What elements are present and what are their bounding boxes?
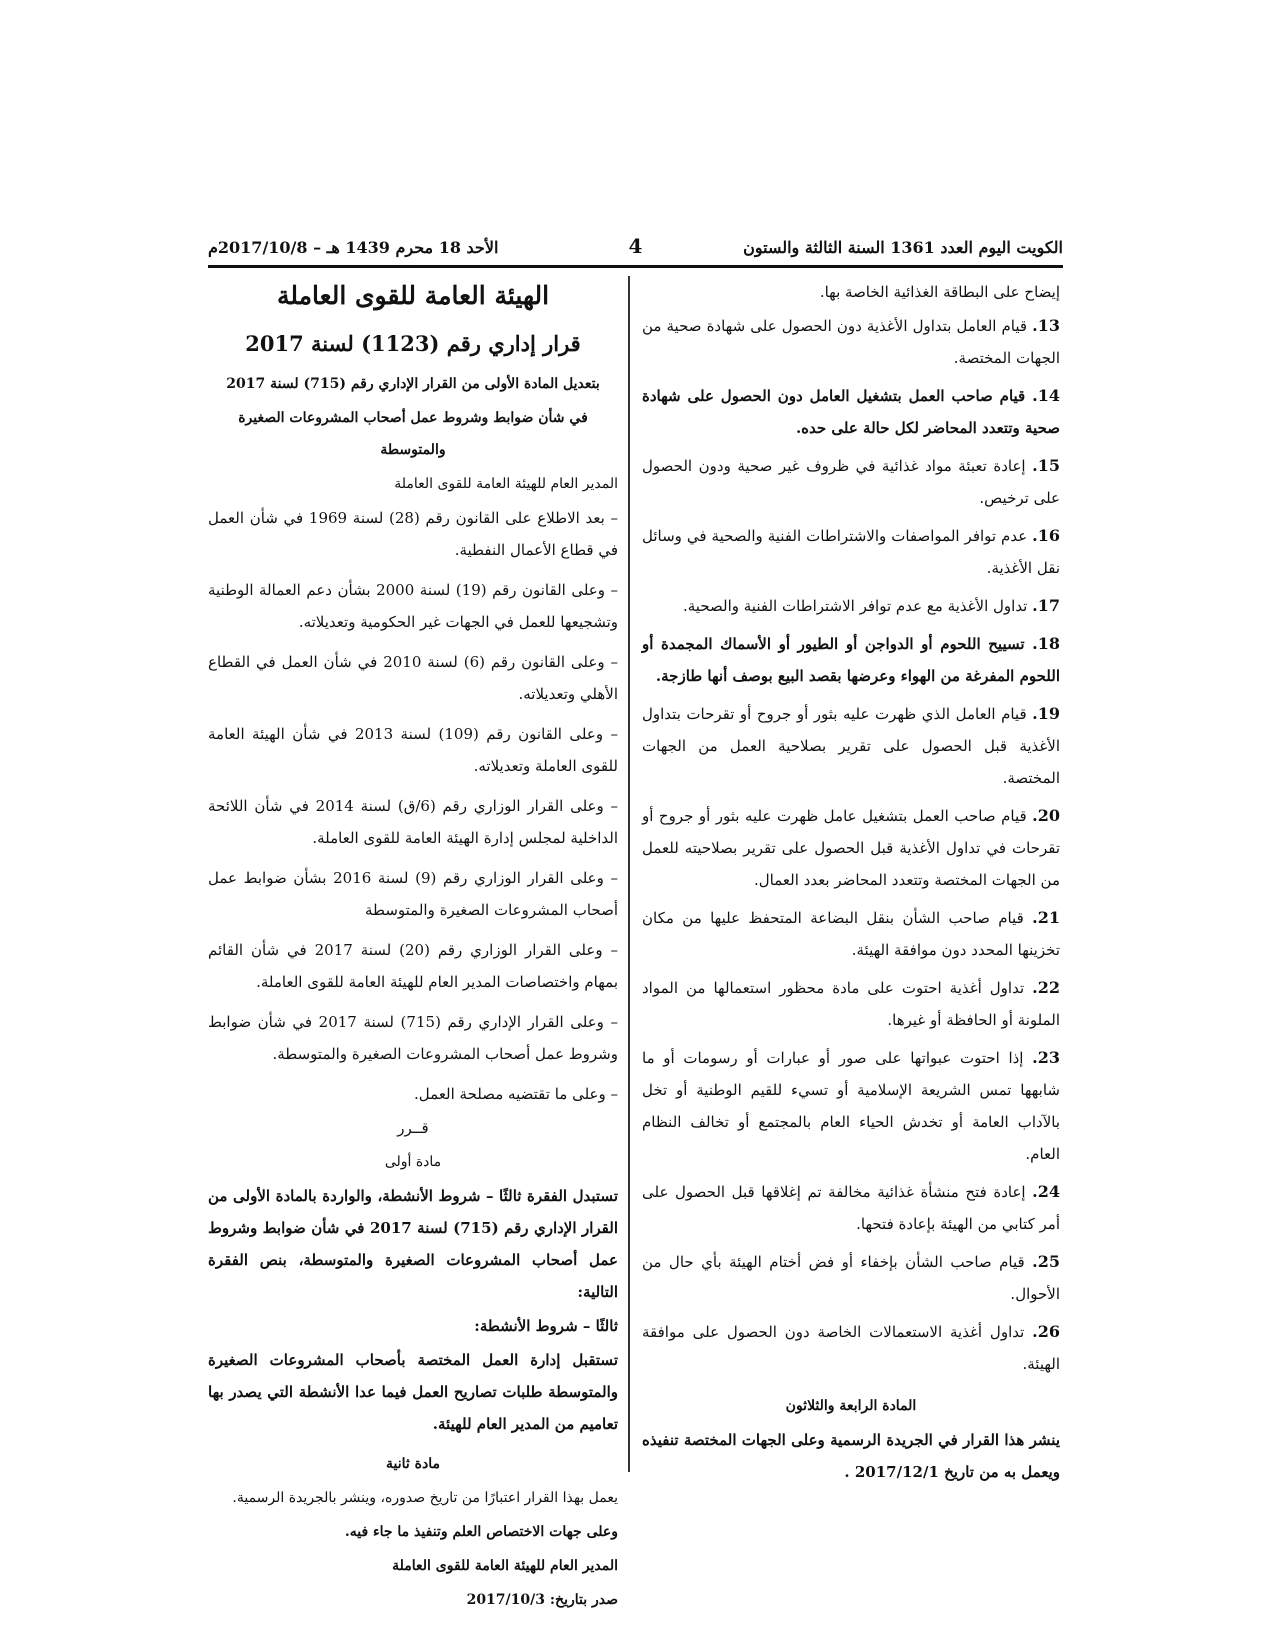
decided-heading: قــرر — [397, 1119, 429, 1137]
article-text: تستبدل الفقرة ثالثًا – شروط الأنشطة، والواردة بالمادة الأولى من القرار الإداري رقم (715) لسنة 2017 في شأن ضوابط وشروط عمل أصحاب المشروعات الصغيرة والمتوسطة، بنص الفقرة التالية: — [208, 1187, 619, 1301]
item-number: 18. — [1032, 634, 1060, 653]
left-column — [208, 276, 618, 1618]
article-text: وعلى جهات الاختصاص العلم وتنفيذ ما جاء فيه. — [344, 1524, 618, 1540]
continuation-text: إيضاح على البطاقة الغذائية الخاصة بها. — [819, 283, 1060, 301]
clause-heading: ثالثًا – شروط الأنشطة: — [474, 1317, 618, 1335]
page-header — [208, 234, 1063, 264]
right-column — [642, 276, 1060, 1490]
item-number: 25. — [1032, 1252, 1060, 1271]
item-number: 19. — [1032, 704, 1060, 723]
clause-text: تستقبل إدارة العمل المختصة بأصحاب المشروعات الصغيرة والمتوسطة طلبات تصاريح العمل فيما عدا الأنشطة التي يصدر بها تعاميم من المدير العام للهيئة. — [208, 1351, 618, 1433]
preamble-item: – بعد الاطلاع على القانون رقم (28) لسنة 1969 في شأن العمل في قطاع الأعمال النفطية. — [208, 509, 618, 559]
preamble-item: – وعلى القرار الوزاري رقم (20) لسنة 2017 في شأن القائم بمهام واختصاصات المدير العام للهيئة العامة للقوى العاملة. — [208, 941, 618, 991]
item-number: 22. — [1032, 978, 1060, 997]
list-item — [642, 902, 1060, 966]
item-text: قيام العامل بتداول الأغذية دون الحصول على شهادة صحية من الجهات المختصة. — [642, 317, 1060, 367]
list-item — [642, 1042, 1060, 1170]
list-item — [642, 1246, 1060, 1310]
item-number: 20. — [1032, 806, 1060, 825]
header-divider — [208, 265, 1063, 268]
list-item — [642, 450, 1060, 514]
list-item — [642, 380, 1060, 444]
list-item — [642, 590, 1060, 622]
page-number: 4 — [628, 234, 643, 258]
article-text: ينشر هذا القرار في الجريدة الرسمية وعلى الجهات المختصة تنفيذه ويعمل به من تاريخ 2017/12/1 . — [642, 1431, 1060, 1481]
preamble-item: – وعلى ما تقتضيه مصلحة العمل. — [414, 1085, 618, 1103]
decision-title: قرار إداري رقم (1123) لسنة 2017 — [245, 331, 581, 356]
item-text: قيام صاحب الشأن بنقل البضاعة المتحفظ عليها من مكان تخزينها المحدد دون موافقة الهيئة. — [642, 909, 1060, 959]
item-number: 16. — [1032, 526, 1060, 545]
item-number: 23. — [1032, 1048, 1060, 1067]
list-item — [642, 628, 1060, 692]
decision-subtitle: بتعديل المادة الأولى من القرار الإداري رقم (715) لسنة 2017 — [226, 376, 600, 392]
article-heading: المادة الرابعة والثلاثون — [785, 1398, 917, 1414]
issuer-line: المدير العام للهيئة العامة للقوى العاملة — [394, 476, 618, 492]
header-date: الأحد 18 محرم 1439 هـ – 2017/10/8م — [208, 238, 499, 257]
item-number: 14. — [1032, 386, 1060, 405]
item-text: إعادة تعبئة مواد غذائية في ظروف غير صحية ودون الحصول على ترخيص. — [642, 457, 1060, 507]
item-text: إذا احتوت عبواتها على صور أو عبارات أو رسومات أو ما شابهها تمس الشريعة الإسلامية أو تسيء للقيم الوطنية أو تخل بالآداب العامة أو تخدش الحياء العام بالمجتمع أو تخالف النظام العام. — [642, 1049, 1060, 1163]
item-number: 13. — [1032, 316, 1060, 335]
header-issue-info: الكويت اليوم العدد 1361 السنة الثالثة والستون — [743, 238, 1063, 257]
article-text: يعمل بهذا القرار اعتبارًا من تاريخ صدوره، وينشر بالجريدة الرسمية. — [232, 1490, 618, 1506]
item-number: 17. — [1032, 596, 1060, 615]
decision-subtitle: في شأن ضوابط وشروط عمل أصحاب المشروعات الصغيرة والمتوسطة — [238, 410, 588, 458]
item-number: 15. — [1032, 456, 1060, 475]
item-text: قيام صاحب العمل بتشغيل عامل ظهرت عليه بثور أو جروح أو تقرحات في تداول الأغذية قبل الحصول على تقرير بصلاحيته للعمل من الجهات المختصة وتتعدد المحاضر بعدد العمال. — [642, 807, 1060, 889]
column-divider — [628, 276, 630, 1472]
item-text: عدم توافر المواصفات والاشتراطات الفنية والصحية في وسائل نقل الأغذية. — [642, 527, 1060, 577]
signature-line: المدير العام للهيئة العامة للقوى العاملة — [392, 1558, 618, 1574]
item-text: تسييح اللحوم أو الدواجن أو الطيور أو الأسماك المجمدة أو اللحوم المفرغة من الهواء وعرضها بقصد البيع بوصف أنها طازجة. — [642, 635, 1060, 685]
item-text: قيام صاحب العمل بتشغيل العامل دون الحصول على شهادة صحية وتتعدد المحاضر لكل حالة على حده. — [642, 387, 1060, 437]
article-heading: مادة ثانية — [386, 1456, 440, 1472]
preamble-item: – وعلى القرار الإداري رقم (715) لسنة 2017 في شأن ضوابط وشروط عمل أصحاب المشروعات الصغيرة والمتوسطة. — [208, 1013, 618, 1063]
item-text: تداول الأغذية مع عدم توافر الاشتراطات الفنية والصحية. — [682, 597, 1028, 615]
preamble-item: – وعلى القانون رقم (6) لسنة 2010 في شأن العمل في القطاع الأهلي وتعديلاته. — [208, 653, 618, 703]
list-item — [642, 800, 1060, 896]
article-heading: مادة أولى — [384, 1154, 442, 1170]
item-text: تداول أغذية احتوت على مادة محظور استعمالها من المواد الملونة أو الحافظة أو غيرها. — [642, 979, 1060, 1029]
item-text: قيام العامل الذي ظهرت عليه بثور أو جروح أو تقرحات بتداول الأغذية قبل الحصول على تقرير بصلاحية العمل من الجهات المختصة. — [642, 705, 1060, 787]
authority-title: الهيئة العامة للقوى العاملة — [276, 281, 550, 310]
list-item — [642, 1176, 1060, 1240]
list-item — [642, 310, 1060, 374]
list-item — [642, 520, 1060, 584]
list-item — [642, 698, 1060, 794]
list-item — [642, 972, 1060, 1036]
item-text: إعادة فتح منشأة غذائية مخالفة تم إغلاقها قبل الحصول على أمر كتابي من الهيئة بإعادة فتحها. — [642, 1183, 1060, 1233]
issue-date: صدر بتاريخ: 2017/10/3 — [466, 1592, 618, 1608]
item-number: 26. — [1032, 1322, 1060, 1341]
preamble-item: – وعلى القانون رقم (19) لسنة 2000 بشأن دعم العمالة الوطنية وتشجيعها للعمل في الجهات غير الحكومية وتعديلاته. — [208, 581, 618, 631]
preamble-item: – وعلى القرار الوزاري رقم (6/ق) لسنة 2014 في شأن اللائحة الداخلية لمجلس إدارة الهيئة العامة للقوى العاملة. — [208, 797, 618, 847]
item-number: 24. — [1032, 1182, 1060, 1201]
item-number: 21. — [1032, 908, 1060, 927]
preamble-item: – وعلى القرار الوزاري رقم (9) لسنة 2016 بشأن ضوابط عمل أصحاب المشروعات الصغيرة والمتوسطة — [208, 869, 618, 919]
preamble-item: – وعلى القانون رقم (109) لسنة 2013 في شأن الهيئة العامة للقوى العاملة وتعديلاته. — [208, 725, 618, 775]
item-text: تداول أغذية الاستعمالات الخاصة دون الحصول على موافقة الهيئة. — [642, 1323, 1060, 1373]
list-item — [642, 1316, 1060, 1380]
item-text: قيام صاحب الشأن بإخفاء أو فض أختام الهيئة بأي حال من الأحوال. — [642, 1253, 1060, 1303]
